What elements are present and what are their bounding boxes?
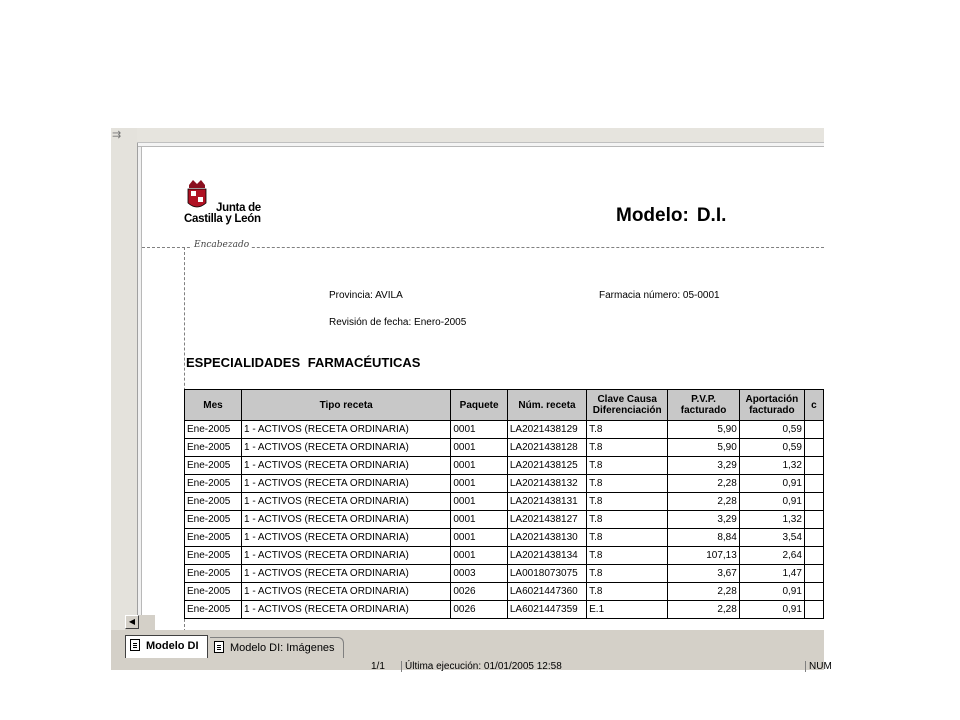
table-row — [185, 583, 824, 601]
table-body — [185, 421, 824, 619]
table-cell: Ene-2005 — [185, 511, 242, 529]
table-cell: 1 - ACTIVOS (RECETA ORDINARIA) — [241, 601, 450, 619]
table-cell: 0001 — [451, 493, 508, 511]
table-cell: 0001 — [451, 439, 508, 457]
report-viewer-window — [111, 128, 832, 672]
header-section-label: Encabezado — [194, 240, 250, 250]
table-cell: 1,32 — [739, 511, 804, 529]
report-viewport[interactable] — [138, 143, 824, 630]
status-bar — [111, 660, 832, 672]
table-cell: LA2021438127 — [507, 511, 586, 529]
table-cell: T.8 — [587, 457, 668, 475]
table-cell: T.8 — [587, 493, 668, 511]
table-cell: 0,91 — [739, 493, 804, 511]
table-cell: 0026 — [451, 601, 508, 619]
table-cell — [804, 493, 823, 511]
table-cell: 0026 — [451, 583, 508, 601]
table-cell: T.8 — [587, 565, 668, 583]
tab-modelo-di[interactable] — [125, 635, 208, 658]
table-cell: Ene-2005 — [185, 475, 242, 493]
table-cell — [804, 601, 823, 619]
table-cell: Ene-2005 — [185, 547, 242, 565]
table-cell — [804, 529, 823, 547]
prescriptions-table — [184, 389, 824, 619]
table-row — [185, 493, 824, 511]
table-cell: LA2021438131 — [507, 493, 586, 511]
table-cell: LA2021438130 — [507, 529, 586, 547]
document-icon — [214, 641, 224, 653]
table-cell: 3,29 — [668, 511, 740, 529]
model-value: D.I. — [696, 205, 727, 226]
junta-logo — [180, 179, 284, 235]
table-cell — [804, 421, 823, 439]
table-cell: 0,91 — [739, 583, 804, 601]
table-cell: T.8 — [587, 439, 668, 457]
table-cell: 0001 — [451, 511, 508, 529]
model-title — [616, 205, 726, 227]
table-cell: 1,47 — [739, 565, 804, 583]
table-cell — [804, 475, 823, 493]
logo-line2: Castilla y León — [184, 213, 261, 225]
table-cell — [804, 439, 823, 457]
revision-label: Revisión de fecha: Enero-2005 — [329, 317, 467, 328]
ruler-marker-icon: ⇉ — [112, 129, 122, 141]
table-cell: 0,91 — [739, 475, 804, 493]
table-cell: 1 - ACTIVOS (RECETA ORDINARIA) — [241, 439, 450, 457]
table-cell: T.8 — [587, 511, 668, 529]
table-cell: 0,59 — [739, 439, 804, 457]
table-row — [185, 565, 824, 583]
table-cell — [804, 547, 823, 565]
page-top-edge — [138, 143, 824, 147]
column-header: Paquete — [451, 390, 508, 421]
table-row — [185, 457, 824, 475]
table-row — [185, 439, 824, 457]
table-cell: 0,91 — [739, 601, 804, 619]
page-left-edge — [138, 143, 142, 630]
table-cell: 2,64 — [739, 547, 804, 565]
table-cell: LA2021438134 — [507, 547, 586, 565]
horizontal-scrollbar[interactable] — [125, 615, 155, 630]
table-cell: LA0018073075 — [507, 565, 586, 583]
column-header: c — [804, 390, 823, 421]
table-cell: Ene-2005 — [185, 457, 242, 475]
table-cell: 1 - ACTIVOS (RECETA ORDINARIA) — [241, 421, 450, 439]
sheet-tabs — [111, 630, 824, 660]
table-cell: LA2021438125 — [507, 457, 586, 475]
table-cell: 0,59 — [739, 421, 804, 439]
table-cell: 1 - ACTIVOS (RECETA ORDINARIA) — [241, 493, 450, 511]
farmacia-label: Farmacia número: 05-0001 — [599, 290, 720, 301]
horizontal-ruler — [137, 128, 824, 143]
logo-text — [184, 203, 261, 225]
table-cell: T.8 — [587, 475, 668, 493]
table-cell: Ene-2005 — [185, 601, 242, 619]
table-header-row — [185, 390, 824, 421]
table-cell: T.8 — [587, 529, 668, 547]
table-cell: 3,29 — [668, 457, 740, 475]
table-cell: Ene-2005 — [185, 583, 242, 601]
status-num: NUM — [805, 661, 832, 672]
table-cell: T.8 — [587, 547, 668, 565]
table-cell: 2,28 — [668, 583, 740, 601]
table-cell: 107,13 — [668, 547, 740, 565]
column-header: Mes — [185, 390, 242, 421]
column-header: Aportación facturado — [739, 390, 804, 421]
table-cell — [804, 565, 823, 583]
table-cell: LA6021447359 — [507, 601, 586, 619]
status-execution: Última ejecución: 01/01/2005 12:58 — [401, 661, 562, 672]
column-header: Tipo receta — [241, 390, 450, 421]
table-cell: T.8 — [587, 583, 668, 601]
tab-modelo-di-imagenes[interactable] — [210, 637, 344, 658]
column-header: Núm. receta — [507, 390, 586, 421]
section-title: ESPECIALIDADES FARMACÉUTICAS — [186, 355, 421, 370]
table-row — [185, 475, 824, 493]
table-cell: LA6021447360 — [507, 583, 586, 601]
table-cell: 1 - ACTIVOS (RECETA ORDINARIA) — [241, 565, 450, 583]
scroll-left-arrow-icon[interactable]: ◀ — [125, 615, 139, 629]
table-cell: 1 - ACTIVOS (RECETA ORDINARIA) — [241, 457, 450, 475]
table-cell: 0001 — [451, 475, 508, 493]
logo-line1: Junta de — [216, 202, 261, 214]
table-cell: 5,90 — [668, 439, 740, 457]
table-row — [185, 547, 824, 565]
table-cell: 1 - ACTIVOS (RECETA ORDINARIA) — [241, 511, 450, 529]
document-icon — [130, 639, 140, 651]
table-cell: 0001 — [451, 529, 508, 547]
table-cell: 2,28 — [668, 601, 740, 619]
table-cell: 1 - ACTIVOS (RECETA ORDINARIA) — [241, 583, 450, 601]
table-cell — [804, 457, 823, 475]
vertical-ruler — [111, 128, 138, 630]
table-cell — [804, 511, 823, 529]
table-cell: LA2021438128 — [507, 439, 586, 457]
column-header: P.V.P. facturado — [668, 390, 740, 421]
table-cell: 3,54 — [739, 529, 804, 547]
table-cell: LA2021438129 — [507, 421, 586, 439]
table-cell: 2,28 — [668, 493, 740, 511]
table-cell: 2,28 — [668, 475, 740, 493]
table-cell: 8,84 — [668, 529, 740, 547]
table-row — [185, 421, 824, 439]
table-cell: LA2021438132 — [507, 475, 586, 493]
tab-label: Modelo DI — [146, 640, 199, 652]
table-cell: 1 - ACTIVOS (RECETA ORDINARIA) — [241, 475, 450, 493]
table-cell: 0001 — [451, 457, 508, 475]
table-cell: Ene-2005 — [185, 439, 242, 457]
status-page: 1/1 — [371, 661, 385, 672]
table-cell: 3,67 — [668, 565, 740, 583]
table-cell: 0001 — [451, 547, 508, 565]
table-cell: 0001 — [451, 421, 508, 439]
table-row — [185, 529, 824, 547]
provincia-label: Provincia: AVILA — [329, 290, 403, 301]
table-row — [185, 511, 824, 529]
table-cell: Ene-2005 — [185, 421, 242, 439]
table-cell: Ene-2005 — [185, 565, 242, 583]
tab-label: Modelo DI: Imágenes — [230, 642, 335, 654]
table-cell: 0003 — [451, 565, 508, 583]
table-cell: Ene-2005 — [185, 493, 242, 511]
table-cell — [804, 583, 823, 601]
table-cell: 1 - ACTIVOS (RECETA ORDINARIA) — [241, 529, 450, 547]
model-label: Modelo: — [616, 205, 689, 226]
table-cell: 1,32 — [739, 457, 804, 475]
table-row — [185, 601, 824, 619]
table-cell: 1 - ACTIVOS (RECETA ORDINARIA) — [241, 547, 450, 565]
column-header: Clave Causa Diferenciación — [587, 390, 668, 421]
table-cell: 5,90 — [668, 421, 740, 439]
table-cell: T.8 — [587, 421, 668, 439]
table-cell: E.1 — [587, 601, 668, 619]
table-cell: Ene-2005 — [185, 529, 242, 547]
